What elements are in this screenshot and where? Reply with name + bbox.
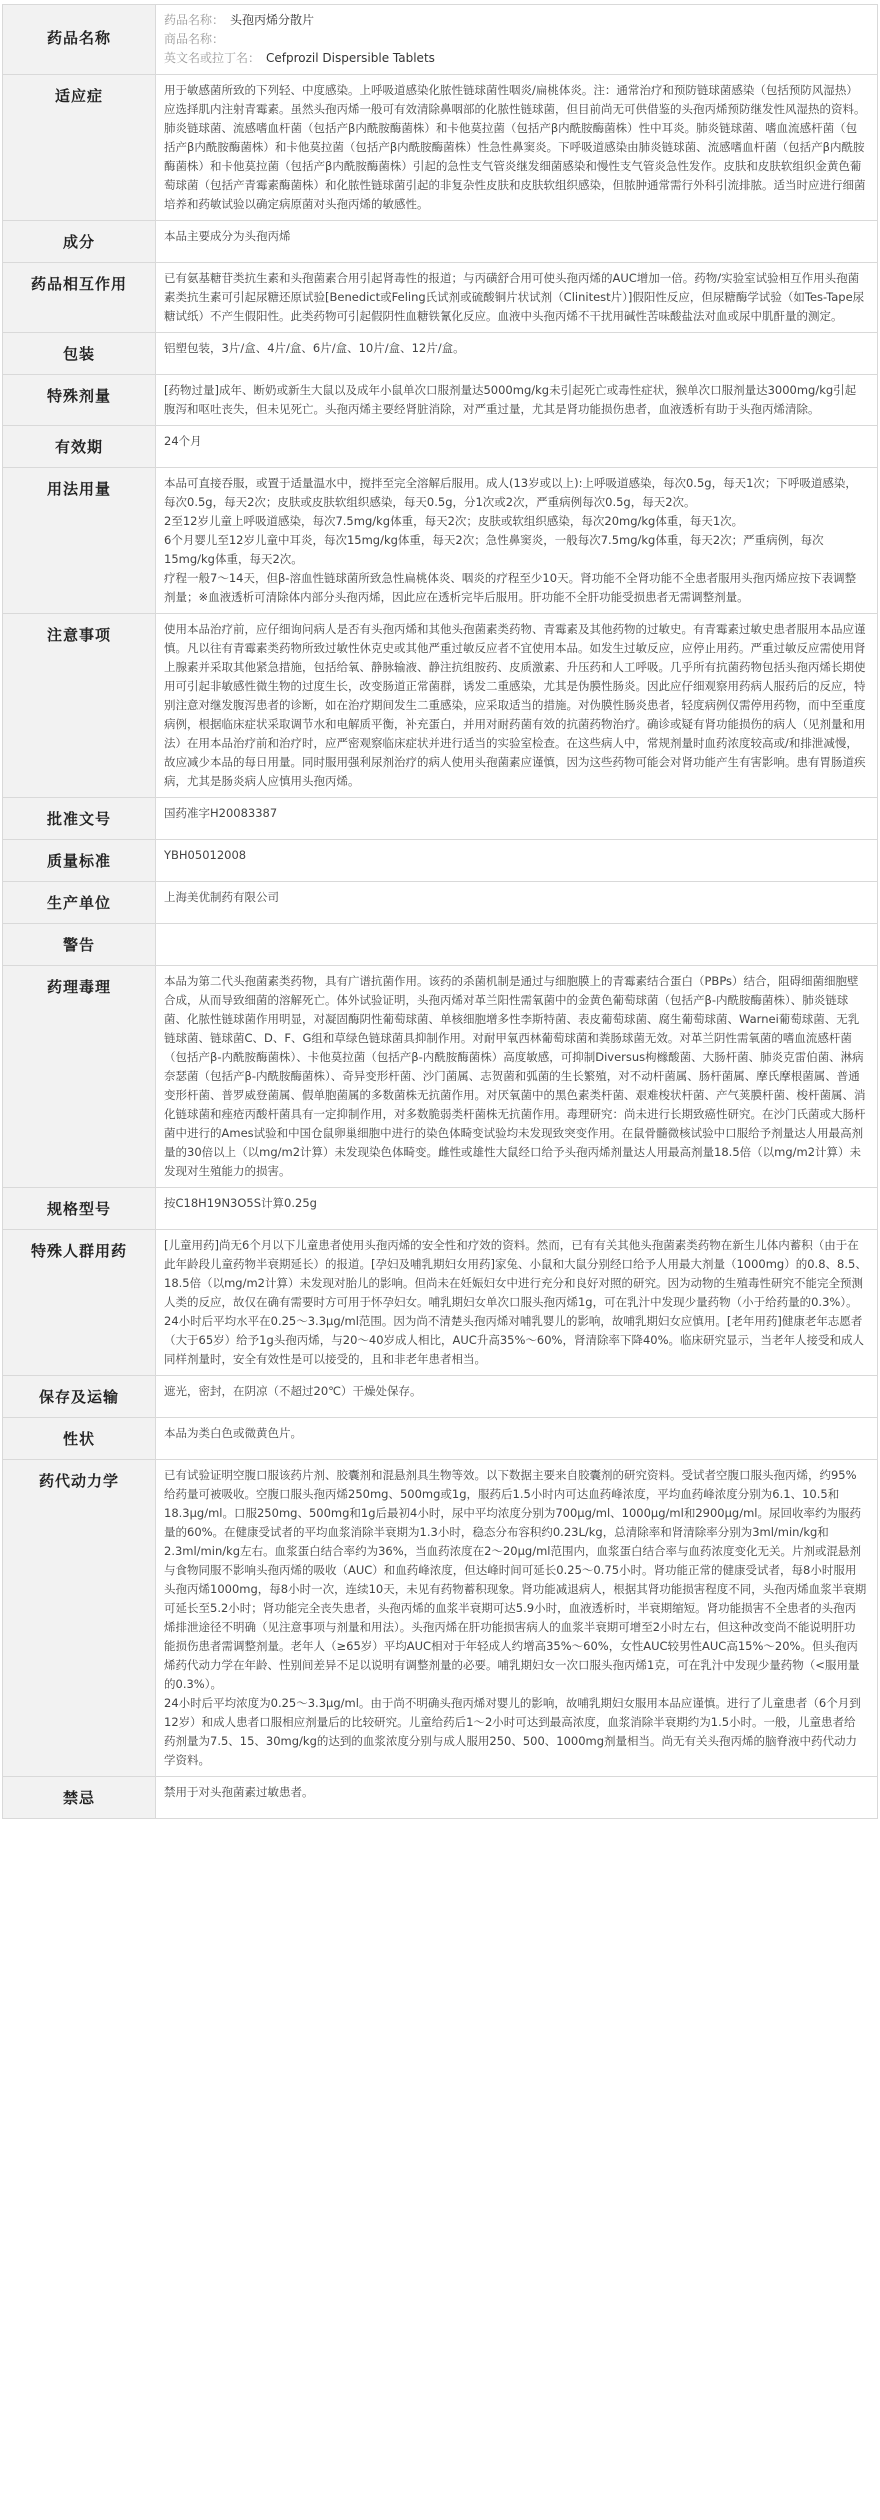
trade-name-key: 商品名称：: [164, 32, 225, 46]
value-warning: [156, 924, 878, 966]
value-indications: 用于敏感菌所致的下列轻、中度感染。上呼吸道感染化脓性链球菌性咽炎/扁桃体炎。注：通常治疗和预防链球菌感染（包括预防风湿热）应选择肌内注射青霉素。虽然头孢丙烯一般可有效清除鼻咽部的化脓性链球菌，但目前尚无可供借鉴的头孢丙烯预防继发性风湿热的资料。肺炎链球菌、流感嗜血杆菌（包括产β内酰胺酶菌株）和卡他莫拉菌（包括产β内酰胺酶菌株）性中耳炎。肺炎链球菌、嗜血流感杆菌（包括产β内酰胺酶菌株）和卡他莫拉菌（包括产β内酰胺酶菌株）性急性鼻窦炎。下呼吸道感染由肺炎链球菌、流感嗜血杆菌（包括产β内酰胺酶菌株）和卡他莫拉菌（包括产β内酰胺酶菌株）引起的急性支气管炎继发细菌感染和慢性支气管炎急性发作。皮肤和皮肤软组织金黄色葡萄球菌（包括产青霉素酶菌株）和化脓性链球菌引起的非复杂性皮肤和皮肤软组织感染，但脓肿通常需行外科引流排脓。适当时应进行细菌培养和药敏试验以确定病原菌对头孢丙烯的敏感性。: [156, 75, 878, 221]
label-dosage: 用法用量: [3, 468, 156, 614]
label-storage: 保存及运输: [3, 1376, 156, 1418]
value-contraindications: 禁用于对头孢菌素过敏患者。: [156, 1777, 878, 1819]
value-manufacturer: 上海美优制药有限公司: [156, 882, 878, 924]
row-approval: [3, 798, 878, 840]
value-spec: 按C18H19N3O5S计算0.25g: [156, 1188, 878, 1230]
english-name-key: 英文名或拉丁名：: [164, 51, 261, 65]
label-interactions: 药品相互作用: [3, 263, 156, 333]
label-manufacturer: 生产单位: [3, 882, 156, 924]
label-indications: 适应症: [3, 75, 156, 221]
row-special-groups: [3, 1230, 878, 1376]
label-pharmacokinetics: 药代动力学: [3, 1460, 156, 1777]
row-warning: [3, 924, 878, 966]
row-pharmacokinetics: [3, 1460, 878, 1777]
value-dosage: [156, 468, 878, 614]
row-appearance: [3, 1418, 878, 1460]
value-packaging: 铝塑包装，3片/盒、4片/盒、6片/盒、10片/盒、12片/盒。: [156, 333, 878, 375]
row-manufacturer: [3, 882, 878, 924]
special-groups-para: 24小时后平均水平在0.25～3.3μg/ml范围。因为尚不清楚头孢丙烯对哺乳婴儿的影响，故哺乳期妇女应慎用。[老年用药]健康老年志愿者（大于65岁）给予1g头孢丙烯，与20～40岁成人相比，AUC升高35%～60%，肾清除率下降40%。临床研究显示，当老年人接受和成人同样剂量时，安全有效性是可以接受的，且和非老年患者相当。: [164, 1314, 865, 1366]
generic-name-value: 头孢丙烯分散片: [230, 13, 315, 27]
row-indications: [3, 75, 878, 221]
pharmacokinetics-para: 24小时后平均浓度为0.25～3.3μg/ml。由于尚不明确头孢丙烯对婴儿的影响，故哺乳期妇女服用本品应谨慎。进行了儿童患者（6个月到12岁）和成人患者口服相应剂量后的比较研究。儿童给药后1～2小时可达到最高浓度，血浆消除半衰期约为1.5小时。一般，儿童患者给药剂量为7.5、15、30mg/kg的达到的血浆浓度分别与成人服用250、500、1000mg剂量相当。尚无有关头孢丙烯的脑脊液中药代动力学资料。: [164, 1696, 861, 1767]
row-pharmacology: [3, 966, 878, 1188]
label-name: 药品名称: [3, 5, 156, 75]
generic-name-line: [164, 11, 867, 30]
value-interactions: 已有氨基糖苷类抗生素和头孢菌素合用引起肾毒性的报道；与丙磺舒合用可使头孢丙烯的AUC增加一倍。药物/实验室试验相互作用头孢菌素类抗生素可引起尿糖还原试验[Benedict或Feling氏试剂或硫酸铜片状试剂（Clinitest片）]假阳性反应，但尿糖酶学试验（如Tes-Tape尿糖试纸）不产生假阳性。此类药物可引起假阴性血糖铁氰化反应。血液中头孢丙烯不干扰用碱性苦味酸盐法对血或尿中肌酐量的测定。: [156, 263, 878, 333]
pharmacokinetics-para: 已有试验证明空腹口服该药片剂、胶囊剂和混悬剂具生物等效。以下数据主要来自胶囊剂的研究资料。受试者空腹口服头孢丙烯，约95%给药量可被吸收。空腹口服头孢丙烯250mg、500mg或1g，服药后1.5小时内可达血药峰浓度，平均血药峰浓度分别为6.1、10.5和18.3μg/ml。口服250mg、500mg和1g后最初4小时，尿中平均浓度分别为700μg/ml、1000μg/ml和2900μg/ml。尿回收率约为服药量的60%。在健康受试者的平均血浆消除半衰期为1.3小时，稳态分布容积约0.23L/kg，总清除率和肾清除率分别为3ml/min/kg和2.3ml/min/kg左右。血浆蛋白结合率约为36%，当血药浓度在2～20μg/ml范围内，血浆蛋白结合率与血药浓度变化无关。片剂或混悬剂与食物同服不影响头孢丙烯的吸收（AUC）和血药峰浓度，但达峰时间可延长0.25～0.75小时。肾功能正常的健康受试者，每8小时服用头孢丙烯1000mg，每8小时一次，连续10天，未见有药物蓄积现象。肾功能减退病人，根据其肾功能损害程度不同，头孢丙烯血浆半衰期可延长至5.2小时；肾功能完全丧失患者，头孢丙烯的血浆半衰期可达5.9小时，血液透析时，半衰期缩短。肾功能损害不全患者的头孢丙烯排泄途径不明确（见注意事项与剂量和用法）。头孢丙烯在肝功能损害病人的血浆半衰期可增至2小时左右，但这种改变尚不能说明肝功能损伤患者需调整剂量。老年人（≥65岁）平均AUC相对于年轻成人约增高35%～60%，女性AUC较男性AUC高15%～20%。但头孢丙烯药代动力学在年龄、性别间差异不足以说明有调整剂量的必要。哺乳期妇女一次口服头孢丙烯1克，可在乳汁中发现少量药物（<服用量的0.3%）。: [164, 1468, 867, 1691]
value-pharmacokinetics: [156, 1460, 878, 1777]
value-validity: 24个月: [156, 426, 878, 468]
label-appearance: 性状: [3, 1418, 156, 1460]
row-dosage: [3, 468, 878, 614]
dosage-para: 2至12岁儿童上呼吸道感染，每次7.5mg/kg体重，每天2次；皮肤或软组织感染，每次20mg/kg体重，每天1次。: [164, 514, 744, 528]
row-overdose: [3, 375, 878, 426]
value-precautions: 使用本品治疗前，应仔细询问病人是否有头孢丙烯和其他头孢菌素类药物、青霉素及其他药物的过敏史。有青霉素过敏史患者服用本品应谨慎。凡以往有青霉素类药物所致过敏性休克史或其他严重过敏反应者不宜使用本品。如发生过敏反应，应停止用药。严重过敏反应需使用肾上腺素并采取其他紧急措施，包括给氧、静脉输液、静注抗组胺药、皮质激素、升压药和人工呼吸。几乎所有抗菌药物包括头孢丙烯长期使用可引起非敏感性微生物的过度生长，改变肠道正常菌群，诱发二重感染，尤其是伪膜性肠炎。因此应仔细观察用药病人服药后的反应，特别注意对继发腹泻患者的诊断，如在治疗期间发生二重感染，应采取适当的措施。对伪膜性肠炎患者，轻度病例仅需停用药物，而中至重度病例，根据临床症状采取调节水和电解质平衡，补充蛋白，并用对耐药菌有效的抗菌药物治疗。确诊或疑有肾功能损伤的病人（见剂量和用法）在用本品治疗前和治疗时，应严密观察临床症状并进行适当的实验室检查。在这些病人中，常规剂量时血药浓度较高或/和排泄减慢，故应减少本品的每日用量。同时服用强利尿剂治疗的病人使用头孢菌素应谨慎，因为这些药物可能会对肾功能产生有害影响。患有胃肠道疾病，尤其是肠炎病人应慎用头孢丙烯。: [156, 614, 878, 798]
label-approval: 批准文号: [3, 798, 156, 840]
value-approval: 国药准字H20083387: [156, 798, 878, 840]
trade-name-line: [164, 30, 867, 49]
value-pharmacology: 本品为第二代头孢菌素类药物，具有广谱抗菌作用。该药的杀菌机制是通过与细胞膜上的青霉素结合蛋白（PBPs）结合，阻碍细菌细胞壁合成，从而导致细菌的溶解死亡。体外试验证明，头孢丙烯对革兰阳性需氧菌中的金黄色葡萄球菌（包括产β-内酰胺酶菌株）、肺炎链球菌、化脓性链球菌作用明显，对凝固酶阴性葡萄球菌、单核细胞增多性李斯特菌、表皮葡萄球菌、腐生葡萄球菌、Warnei葡萄球菌、无乳链球菌、链球菌C、D、F、G组和草绿色链球菌具抑制作用。对耐甲氧西林葡萄球菌和粪肠球菌无效。对革兰阴性需氧菌的嗜血流感杆菌（包括产β-内酰胺酶菌株）、卡他莫拉菌（包括产β-内酰胺酶菌株）高度敏感，可抑制Diversus枸橼酸菌、大肠杆菌、肺炎克雷伯菌、淋病奈瑟菌（包括产β-内酰胺酶菌株）、奇异变形杆菌、沙门菌属、志贺菌和弧菌的生长繁殖，对不动杆菌属、肠杆菌属、摩氏摩根菌属、普通变形杆菌、普罗威登菌属、假单胞菌属的多数菌株无抗菌作用。对厌氧菌中的黑色素类杆菌、艰难梭状杆菌、产气荚膜杆菌、梭杆菌属、消化链球菌和痤疮丙酸杆菌具有一定抑制作用，对多数脆弱类杆菌株无抗菌作用。毒理研究：尚未进行长期致癌性研究。在沙门氏菌或大肠杆菌中进行的Ames试验和中国仓鼠卵巢细胞中进行的染色体畸变试验均未发现致突变作用。在鼠骨髓微核试验中口服给予剂量达人用最高剂量的30倍以上（以mg/m2计算）未发现染色体畸变。雌性或雄性大鼠经口给予头孢丙烯剂量达人用最高剂量18.5倍（以mg/m2计算）未发现对生殖能力的损害。: [156, 966, 878, 1188]
label-composition: 成分: [3, 221, 156, 263]
label-special-groups: 特殊人群用药: [3, 1230, 156, 1376]
row-storage: [3, 1376, 878, 1418]
value-special-groups: [156, 1230, 878, 1376]
value-name: [156, 5, 878, 75]
english-name-value: Cefprozil Dispersible Tablets: [266, 51, 435, 65]
dosage-para: 疗程一般7～14天，但β-溶血性链球菌所致急性扁桃体炎、咽炎的疗程至少10天。肾功能不全肾功能不全患者服用头孢丙烯应按下表调整剂量；※血液透析可清除体内部分头孢丙烯，因此应在透析完毕后服用。肝功能不全肝功能受损患者无需调整剂量。: [164, 571, 857, 604]
row-spec: [3, 1188, 878, 1230]
value-standard: YBH05012008: [156, 840, 878, 882]
special-groups-para: [儿童用药]尚无6个月以下儿童患者使用头孢丙烯的安全性和疗效的资料。然而，已有有关其他头孢菌素类药物在新生儿体内蓄积（由于在此年龄段儿童药物半衰期延长）的报道。[孕妇及哺乳期妇女用药]家兔、小鼠和大鼠分别经口给予人用最大剂量（1000mg）的0.8、8.5、18.5倍（以mg/m2计算）未发现对胎儿的影响。但尚未在妊娠妇女中进行充分和良好对照的研究。因为动物的生殖毒性研究不能完全预测人类的反应，故仅在确有需要时方可用于怀孕妇女。哺乳期妇女单次口服头孢丙烯1g，可在乳汁中发现少量药物（小于给药量的0.3%）。: [164, 1238, 867, 1309]
row-packaging: [3, 333, 878, 375]
english-name-line: [164, 49, 867, 68]
generic-name-key: 药品名称：: [164, 13, 225, 27]
label-packaging: 包装: [3, 333, 156, 375]
label-standard: 质量标准: [3, 840, 156, 882]
value-storage: 遮光，密封，在阴凉（不超过20℃）干燥处保存。: [156, 1376, 878, 1418]
label-warning: 警告: [3, 924, 156, 966]
row-name: [3, 5, 878, 75]
drug-info-page: [2, 0, 878, 1819]
row-composition: [3, 221, 878, 263]
label-precautions: 注意事项: [3, 614, 156, 798]
label-contraindications: 禁忌: [3, 1777, 156, 1819]
row-precautions: [3, 614, 878, 798]
row-validity: [3, 426, 878, 468]
label-pharmacology: 药理毒理: [3, 966, 156, 1188]
drug-info-table: [2, 4, 878, 1819]
value-overdose: [药物过量]成年、断奶或新生大鼠以及成年小鼠单次口服剂量达5000mg/kg未引起死亡或毒性症状，猴单次口服剂量达3000mg/kg引起腹泻和呕吐丧失，但未见死亡。头孢丙烯主要经肾脏消除，对严重过量，尤其是肾功能损伤患者，血液透析有助于头孢丙烯清除。: [156, 375, 878, 426]
label-spec: 规格型号: [3, 1188, 156, 1230]
row-interactions: [3, 263, 878, 333]
row-contraindications: [3, 1777, 878, 1819]
label-overdose: 特殊剂量: [3, 375, 156, 426]
dosage-para: 本品可直接吞服，或置于适量温水中，搅拌至完全溶解后服用。成人(13岁或以上):上呼吸道感染，每次0.5g，每天1次；下呼吸道感染，每次0.5g，每天2次；皮肤或皮肤软组织感染，每天0.5g，分1次或2次，严重病例每次0.5g，每天2次。: [164, 476, 857, 509]
value-appearance: 本品为类白色或微黄色片。: [156, 1418, 878, 1460]
row-standard: [3, 840, 878, 882]
dosage-para: 6个月婴儿至12岁儿童中耳炎，每次15mg/kg体重，每天2次；急性鼻窦炎，一般每次7.5mg/kg体重，每天2次；严重病例，每次15mg/kg体重，每天2次。: [164, 533, 824, 566]
value-composition: 本品主要成分为头孢丙烯: [156, 221, 878, 263]
label-validity: 有效期: [3, 426, 156, 468]
